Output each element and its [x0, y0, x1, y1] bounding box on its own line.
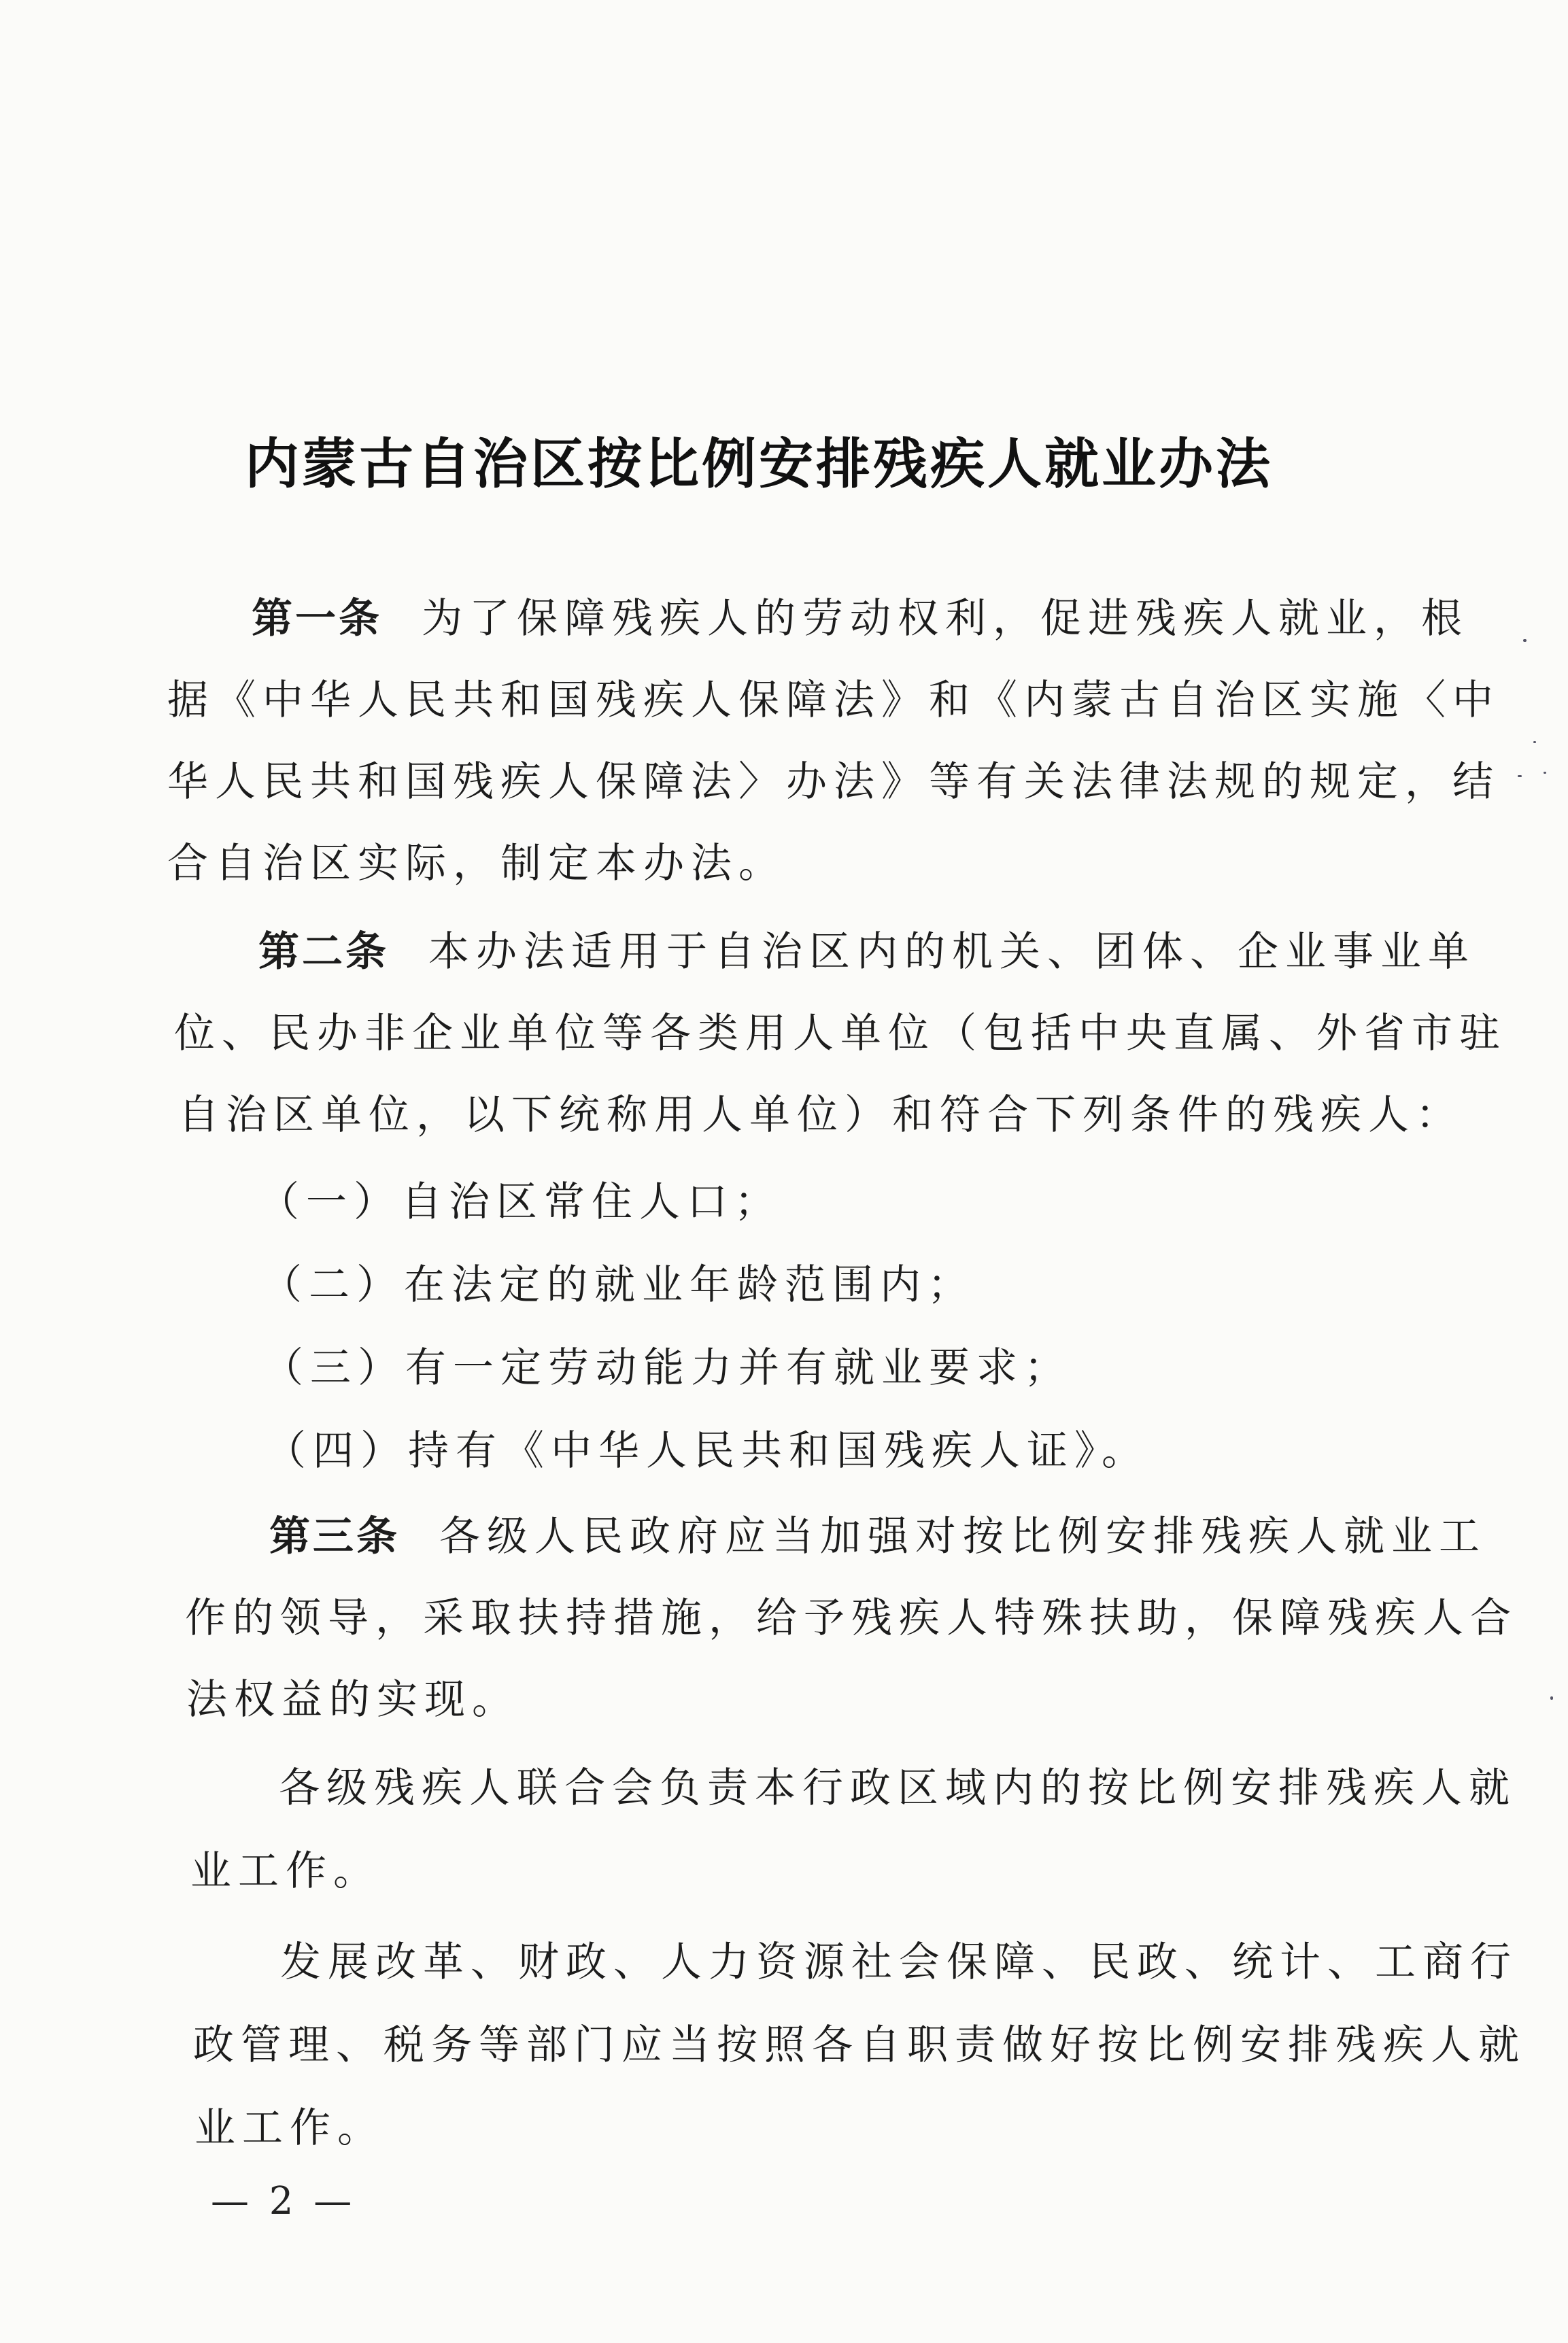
article2-condition-2: （二）在法定的就业年龄范围内；: [261, 1261, 975, 1309]
article3-label: 第三条: [269, 1513, 400, 1560]
document-title: 内蒙古自治区按比例安排残疾人就业办法: [245, 432, 1273, 496]
article3-paragraph3-line2: 政管理、税务等部门应当按照各自职责做好按比例安排残疾人就: [193, 2021, 1526, 2069]
article2-text-line2: 位、民办非企业单位等各类用人单位（包括中央直属、外省市驻: [174, 1010, 1507, 1057]
scan-speck: [1518, 775, 1522, 777]
article1-text-line3: 华人民共和国残疾人保障法〉办法》等有关法律法规的规定，结: [167, 758, 1500, 806]
article2-condition-3: （三）有一定劳动能力并有就业要求；: [262, 1344, 1072, 1392]
article2-text-line3: 自治区单位，以下统称用人单位）和符合下列条件的残疾人：: [178, 1091, 1463, 1139]
scan-speck: [1533, 741, 1536, 743]
article1-first-line: [252, 592, 1469, 646]
scan-speck: [1523, 639, 1527, 642]
article3-paragraph2-line1: 各级残疾人联合会负责本行政区域内的按比例安排残疾人就: [279, 1764, 1516, 1812]
article1-text-line1: 为了保障残疾人的劳动权利，促进残疾人就业，根: [422, 595, 1469, 643]
article3-first-line: [269, 1509, 1486, 1564]
article3-text-line3: 法权益的实现。: [186, 1676, 519, 1724]
article3-text-line1: 各级人民政府应当加强对按比例安排残疾人就业工: [439, 1513, 1486, 1560]
article1-text-line4: 合自治区实际，制定本办法。: [167, 840, 786, 887]
article2-condition-1: （一）自治区常住人口；: [258, 1178, 782, 1226]
article3-text-line2: 作的领导，采取扶持措施，给予残疾人特殊扶助，保障残疾人合: [185, 1594, 1518, 1642]
article2-first-line: [258, 925, 1476, 979]
article3-paragraph2-line2: 业工作。: [190, 1847, 381, 1895]
article2-condition-4: （四）持有《中华人民共和国残疾人证》。: [265, 1427, 1149, 1475]
article1-label: 第一条: [252, 595, 382, 643]
article3-paragraph3-line3: 业工作。: [194, 2104, 385, 2152]
scan-speck: [1544, 772, 1546, 774]
article1-text-line2: 据《中华人民共和国残疾人保障法》和《内蒙古自治区实施〈中: [167, 677, 1500, 724]
scan-speck: [1550, 1696, 1553, 1700]
article2-label: 第二条: [258, 928, 389, 976]
article3-paragraph3-line1: 发展改革、财政、人力资源社会保障、民政、统计、工商行: [280, 1938, 1518, 1986]
page-number: — 2 —: [211, 2179, 356, 2223]
article2-text-line1: 本办法适用于自治区内的机关、团体、企业事业单: [428, 928, 1476, 976]
